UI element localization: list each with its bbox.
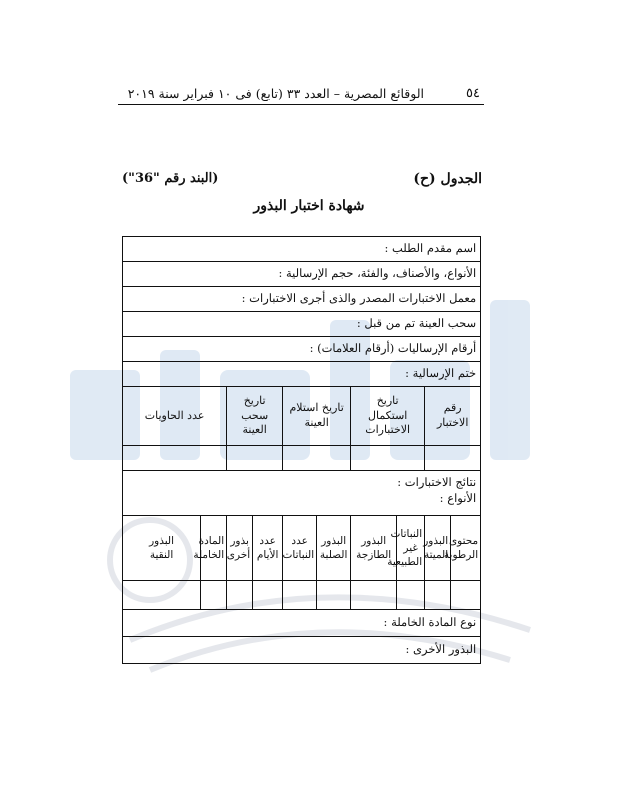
plants-count-header: عدد النباتات: [283, 516, 317, 581]
header-rule: [118, 104, 484, 105]
completion-date-header: تاريخ استكمال الاختبارات: [351, 387, 425, 446]
page-header: [118, 84, 484, 106]
shipment-seal-field[interactable]: ختم الإرسالية :: [123, 362, 481, 387]
days-count-cell[interactable]: [253, 581, 283, 610]
dead-seeds-cell[interactable]: [425, 581, 451, 610]
applicant-name-field[interactable]: اسم مقدم الطلب :: [123, 237, 481, 262]
seed-test-form: [122, 236, 480, 664]
days-count-header: عدد الأيام: [253, 516, 283, 581]
abnormal-plants-cell[interactable]: [397, 581, 425, 610]
test-number-header: رقم الاختبار: [425, 387, 481, 446]
inert-type-field[interactable]: نوع المادة الخاملة :: [123, 610, 481, 637]
receipt-date-header: تاريخ استلام العينة: [283, 387, 351, 446]
test-info-header-row: [123, 387, 481, 446]
fresh-seeds-cell[interactable]: [351, 581, 397, 610]
sampling-date-header: تاريخ سحب العينة: [227, 387, 283, 446]
shipment-numbers-field[interactable]: أرقام الإرساليات (أرقام العلامات) :: [123, 337, 481, 362]
table-label: الجدول (ح): [413, 171, 482, 187]
test-number-cell[interactable]: [425, 446, 481, 471]
containers-count-cell[interactable]: [123, 446, 227, 471]
hard-seeds-cell[interactable]: [317, 581, 351, 610]
other-seeds-cell[interactable]: [227, 581, 253, 610]
moisture-cell[interactable]: [451, 581, 481, 610]
abnormal-plants-header: النباتات غير الطبيعية: [397, 516, 425, 581]
other-seeds-field[interactable]: البذور الأخرى :: [123, 637, 481, 664]
pure-seeds-cell[interactable]: [123, 581, 201, 610]
item-label: (البند رقم "36"): [122, 171, 219, 186]
inert-matter-header: المادة الخاملة: [201, 516, 227, 581]
results-header-row: [123, 516, 481, 581]
page-number: ٥٤: [466, 86, 480, 101]
types-field[interactable]: الأنواع، والأصناف، والفئة، حجم الإرسالية :: [123, 262, 481, 287]
pure-seeds-header: البذور النقية: [123, 516, 201, 581]
fresh-seeds-header: البذور الطازجة: [351, 516, 397, 581]
form-table: [122, 236, 481, 664]
receipt-date-cell[interactable]: [283, 446, 351, 471]
dead-seeds-header: البذور الميتة: [425, 516, 451, 581]
inert-matter-cell[interactable]: [201, 581, 227, 610]
sampling-date-cell[interactable]: [227, 446, 283, 471]
test-info-value-row: [123, 446, 481, 471]
gazette-title: الوقائع المصرية – العدد ٣٣ (تابع) فى ١٠ فبراير سنة ٢٠١٩: [127, 86, 424, 101]
test-results-field[interactable]: نتائج الاختبارات : الأنواع :: [123, 471, 481, 516]
lab-field[interactable]: معمل الاختبارات المصدر والذى أجرى الاختبارات :: [123, 287, 481, 312]
sampling-by-field[interactable]: سحب العينة تم من قبل :: [123, 312, 481, 337]
containers-count-header: عدد الحاويات: [123, 387, 227, 446]
completion-date-cell[interactable]: [351, 446, 425, 471]
hard-seeds-header: البذور الصلبة: [317, 516, 351, 581]
other-seeds-header: بذور أخرى: [227, 516, 253, 581]
plants-count-cell[interactable]: [283, 581, 317, 610]
moisture-header: محتوى الرطوبة: [451, 516, 481, 581]
results-value-row: [123, 581, 481, 610]
certificate-title: شهادة اختبار البذور: [253, 198, 365, 214]
